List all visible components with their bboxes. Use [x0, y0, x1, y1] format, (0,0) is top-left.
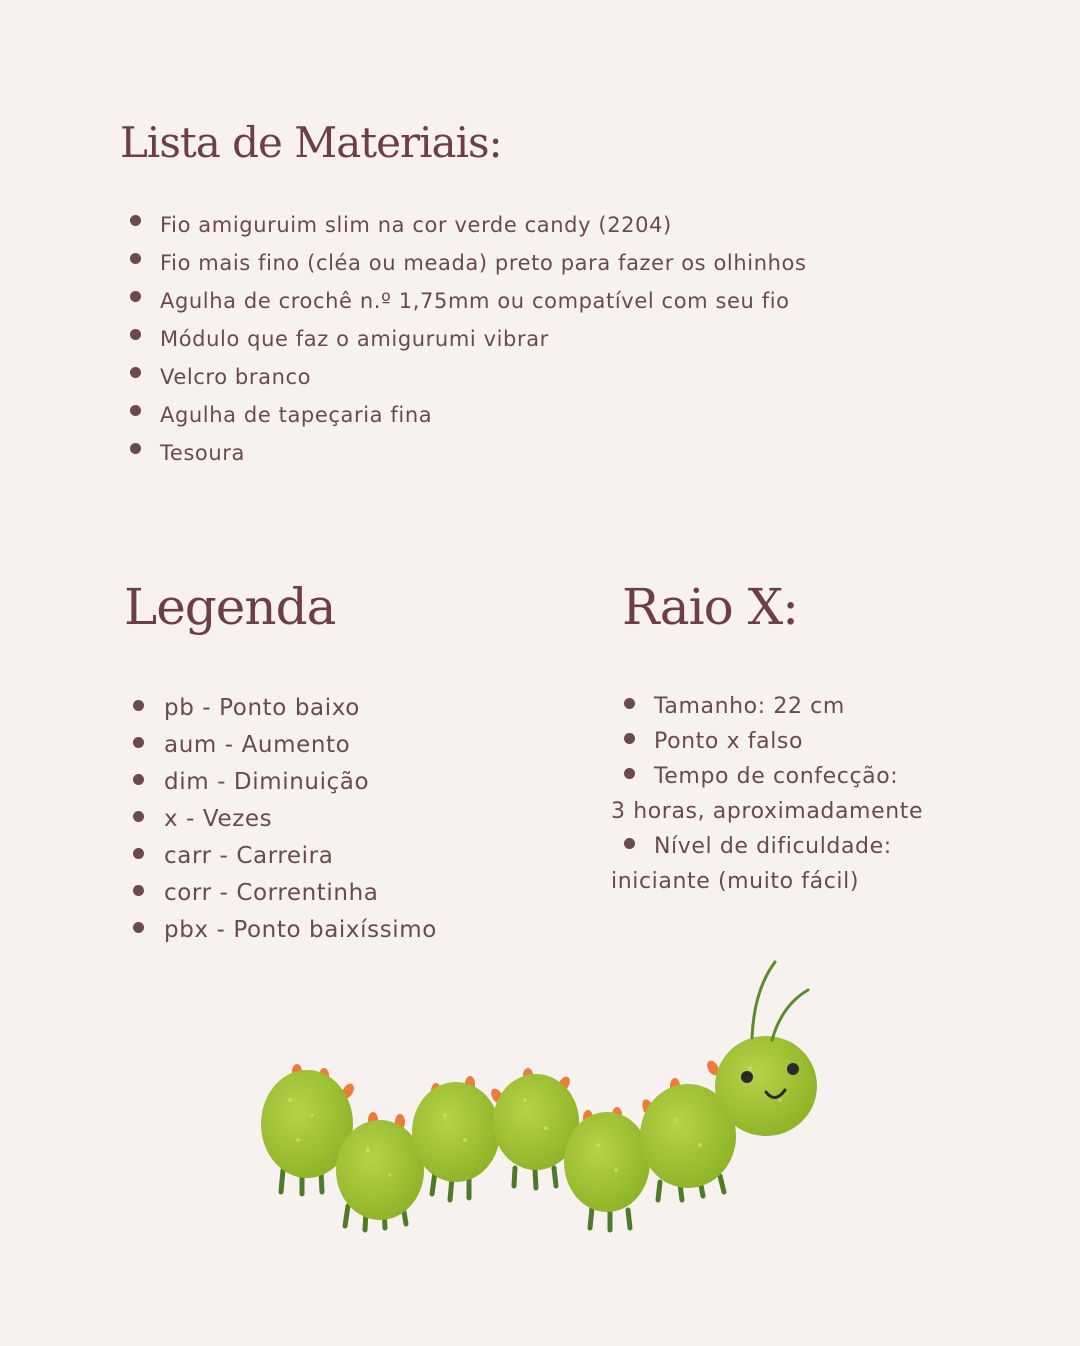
bullet-icon — [624, 768, 635, 779]
list-item — [164, 838, 437, 875]
legend-item-label: aum - Aumento — [164, 732, 351, 758]
material-item-label: Agulha de tapeçaria fina — [160, 403, 433, 427]
xray-level — [611, 829, 1051, 864]
xray-size — [611, 689, 1051, 724]
bullet-icon — [133, 811, 144, 822]
legend-item-label: corr - Correntinha — [164, 880, 379, 906]
bullet-icon — [130, 253, 141, 264]
material-item-label: Tesoura — [160, 441, 245, 465]
list-item — [164, 690, 437, 727]
bullet-icon — [624, 733, 635, 744]
list-item — [160, 434, 807, 472]
material-item-label: Agulha de crochê n.º 1,75mm ou compatível com seu fio — [160, 289, 790, 313]
legend-item-label: carr - Carreira — [164, 843, 334, 869]
xray-time-label: Tempo de confecção: — [654, 764, 899, 789]
bullet-icon — [133, 700, 144, 711]
bullet-icon — [130, 405, 141, 416]
bullet-icon — [130, 329, 141, 340]
materials-list — [160, 206, 807, 472]
list-item — [160, 206, 807, 244]
material-item-label: Fio amiguruim slim na cor verde candy (2204) — [160, 213, 672, 237]
material-item-label: Velcro branco — [160, 365, 312, 389]
list-item — [160, 244, 807, 282]
materials-title: Lista de Materiais: — [120, 118, 502, 167]
material-item-label: Fio mais fino (cléa ou meada) preto para fazer os olhinhos — [160, 251, 807, 275]
bullet-icon — [130, 443, 141, 454]
xray-level-value: iniciante (muito fácil) — [611, 869, 860, 894]
bullet-icon — [624, 698, 635, 709]
legend-list — [164, 690, 437, 949]
list-item — [160, 320, 807, 358]
bullet-icon — [133, 885, 144, 896]
list-item — [164, 727, 437, 764]
bullet-icon — [133, 848, 144, 859]
xray-stitch — [611, 724, 1051, 759]
list-item — [160, 358, 807, 396]
legend-item-label: pb - Ponto baixo — [164, 695, 360, 721]
bullet-icon — [133, 774, 144, 785]
bullet-icon — [133, 922, 144, 933]
legend-title: Legenda — [124, 578, 336, 636]
xray-time — [611, 759, 1051, 794]
xray-details — [611, 689, 1051, 899]
legend-item-label: dim - Diminuição — [164, 769, 370, 795]
bullet-icon — [624, 838, 635, 849]
legend-item-label: x - Vezes — [164, 806, 273, 832]
list-item — [164, 875, 437, 912]
material-item-label: Módulo que faz o amigurumi vibrar — [160, 327, 549, 351]
caterpillar-icon — [250, 950, 830, 1250]
xray-time-value: 3 horas, aproximadamente — [611, 799, 924, 824]
list-item — [160, 396, 807, 434]
xray-size-label: Tamanho: 22 cm — [654, 694, 845, 719]
xray-title: Raio X: — [622, 578, 799, 636]
list-item — [164, 912, 437, 949]
legend-item-label: pbx - Ponto baixíssimo — [164, 917, 437, 943]
bullet-icon — [130, 291, 141, 302]
list-item — [164, 764, 437, 801]
bullet-icon — [130, 367, 141, 378]
bullet-icon — [133, 737, 144, 748]
list-item — [160, 282, 807, 320]
xray-stitch-label: Ponto x falso — [654, 729, 804, 754]
bullet-icon — [130, 215, 141, 226]
xray-level-label: Nível de dificuldade: — [654, 834, 892, 859]
list-item — [164, 801, 437, 838]
